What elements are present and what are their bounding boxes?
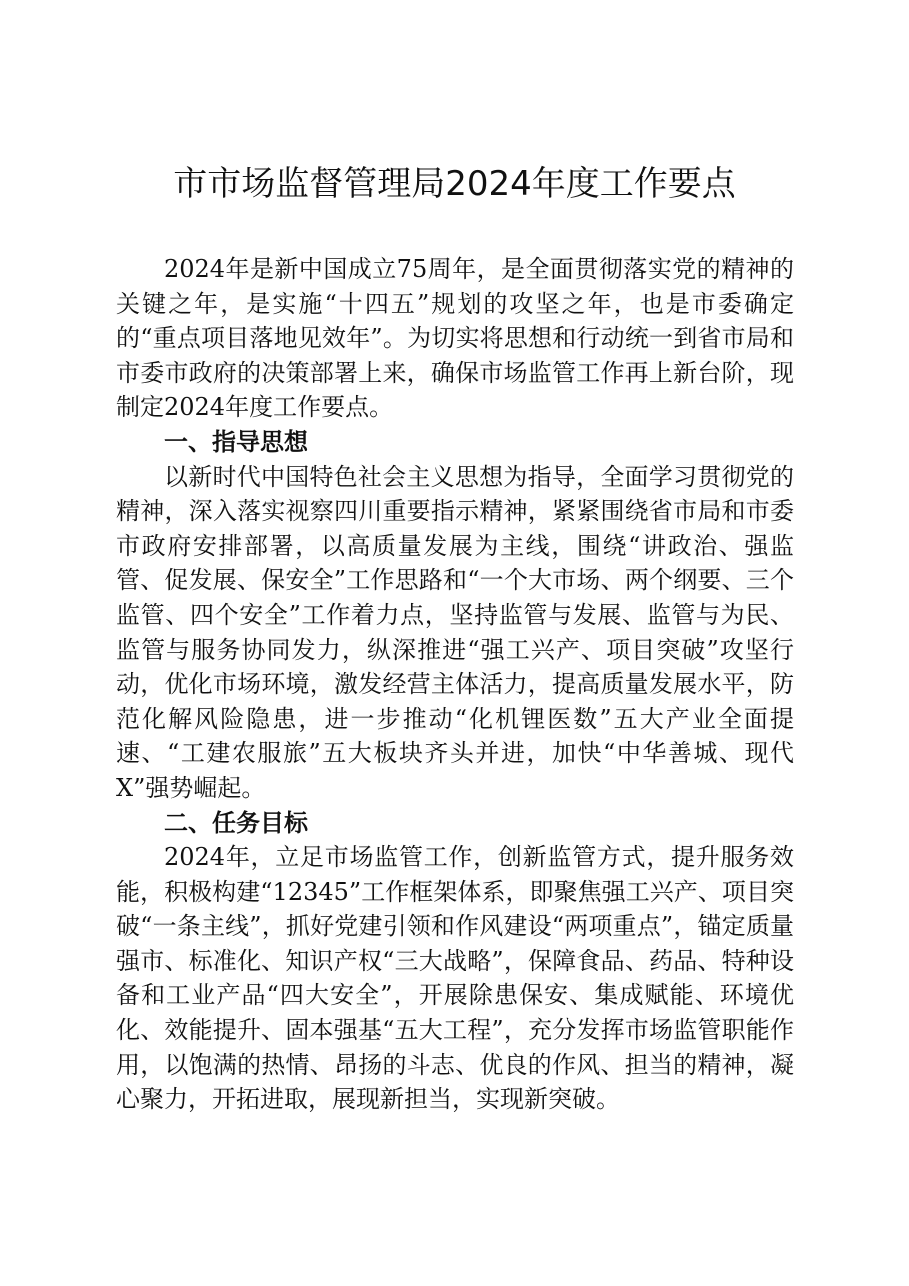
section-paragraph-guiding-ideology: 以新时代中国特色社会主义思想为指导，全面学习贯彻党的精神，深入落实视察四川重要指示精神，紧紧围绕省市局和市委市政府安排部署，以高质量发展为主线，围绕“讲政治、强监管、促发展、保安全”工作思路和“一个大市场、两个纲要、三个监管、四个安全”工作着力点，坚持监管与发展、监管与为民、监管与服务协同发力，纵深推进“强工兴产、项目突破”攻坚行动，优化市场环境，激发经营主体活力，提高质量发展水平，防范化解风险隐患，进一步推动“化机锂医数”五大产业全面提速、“工建农服旅”五大板块齐头并进，加快“中华善城、现代X”强势崛起。 — [116, 462, 794, 802]
section-heading-task-goals: 二、任务目标 — [164, 808, 308, 837]
section-heading-guiding-ideology: 一、指导思想 — [164, 427, 308, 456]
document-title: 市市场监督管理局2024年度工作要点 — [173, 164, 736, 204]
section-paragraph-task-goals: 2024年，立足市场监管工作，创新监管方式，提升服务效能，积极构建“12345”工作框架体系，即聚焦强工兴产、项目突破“一条主线”，抓好党建引领和作风建设“两项重点”，锚定质量强市、标准化、知识产权“三大战略”，保障食品、药品、特种设备和工业产品“四大安全”，开展除患保安、集成赋能、环境优化、效能提升、固本强基“五大工程”，充分发挥市场监管职能作用，以饱满的热情、昂扬的斗志、优良的作风、担当的精神，凝心聚力，开拓进取，展现新担当，实现新突破。 — [116, 843, 794, 1114]
document-body — [116, 252, 794, 1117]
intro-paragraph: 2024年是新中国成立75周年，是全面贯彻落实党的精神的关键之年，是实施“十四五”规划的攻坚之年，也是市委确定的“重点项目落地见效年”。为切实将思想和行动统一到省市局和市委市政府的决策部署上来，确保市场监管工作再上新台阶，现制定2024年度工作要点。 — [116, 255, 794, 422]
